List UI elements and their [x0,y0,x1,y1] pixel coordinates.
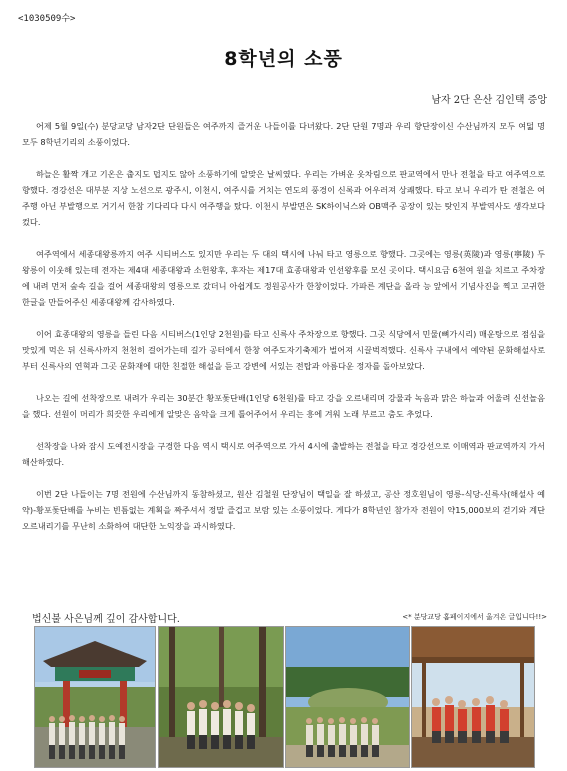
paragraph: 이어 효종대왕의 영릉을 들린 다음 시티버스(1인당 2천원)를 타고 신륵사 주차장으로 향했다. 그곳 식당에서 민물(뼈가시리) 매운탕으로 점심을 맛있게 먹은 뒤 신륵사까지 천천히 걸어가는데 길가 공터에서 한창 여주도자기축제가 벌어져 시끌벅적했다. 신륵사 구내에서 예약된 문화해설사로부터 신륵사의 연혁과 그곳 문화재에 대한 친절한 해설을 듣고 강변에 서있는 전탑과 아름다운 정자를 돌아보았다. [22,329,545,371]
photo-forest-group [158,626,284,768]
paragraph: 하늘은 활짝 개고 기온은 춥지도 덥지도 않아 소풍하기에 알맞은 날씨였다. 우리는 가벼운 옷차림으로 판교역에서 만나 전철을 타고 여주역으로 향했다. 경강선은 대부분 지상 노선으로 광주시, 이천시, 여주시를 거치는 연도의 풍경이 신록과 어우러져 상쾌했다. 타고 보니 우리가 탄 전철은 여주행 아닌 부발행으로 거기서 한참 기다리다 다시 여주행을 탔다. 이천시 부발면은 SK하이닉스와 OB맥주 공장이 있는 탓인지 부발역사도 생각보다 컸다. [22,169,545,227]
paragraph: 여주역에서 세종대왕릉까지 여주 시티버스도 있지만 우리는 두 대의 택시에 나눠 타고 영릉으로 향했다. 그곳에는 영릉(英陵)과 영릉(寧陵) 두 왕릉이 이웃해 있는데 전자는 제4대 세종대왕과 소헌왕후, 후자는 제17대 효종대왕과 인선왕후를 모신 곳이다. 택시요금 6천여 원을 치르고 주차장에 내려 먼저 숲속 길을 걸어 세종대왕의 영릉으로 갔더니 아쉽게도 정원공사가 한창이었다. 가파른 계단을 올라 능 앞에서 기념사진을 찍고 고귀한 한글을 만들어주신 세종대왕께 감사하였다. [22,249,545,307]
thanks-note: 법신불 사은님께 깊이 감사합니다. [32,614,180,625]
author-byline: 남자 2단 은산 김인택 증앙 [431,95,547,106]
photo-boat [411,626,535,768]
photo-royal-tomb [285,626,410,768]
photo-temple-gate [34,626,156,768]
paragraph: 이번 2단 나들이는 7명 전원에 수산님까지 동참하셨고, 원산 김철원 단장님이 택일을 잘 하셨고, 공산 정호원님이 영릉-식당-신륵사(해설사 예약)-황포돛단배를 누비는 빈틈없는 계획을 짜주셔서 정말 즐겁고 보람 있는 소풍이었다. 게다가 8학년인 참가자 전원이 약15,000보의 걷기와 계단 오르내리기를 무난히 소화하여 대단한 노익장을 과시하였다. [22,489,545,531]
page-title: 8학년의 소풍 [224,48,343,70]
paragraph: 나오는 길에 선착장으로 내려가 우리는 30분간 황포돛단배(1인당 6천원)를 타고 강을 오르내리며 강물과 녹음과 맑은 하늘과 어울려 신선놀음을 했다. 선원이 머리가 희끗한 우리에게 알맞은 음악을 크게 틀어주어서 우리는 흥에 겨워 노래 부르고 춤도 추었다. [22,393,545,419]
document-id: <1030509수> [18,14,76,24]
article-body [22,118,545,550]
paragraph: 어제 5월 9일(수) 분당교당 남자2단 단원들은 여주까지 즐거운 나들이를 다녀왔다. 2단 단원 7명과 우리 향단장이신 수산님까지 모두 여덟 명 모두 8학년기리의 소풍이었다. [22,121,545,147]
paragraph: 선착장을 나와 잠시 도예전시장을 구경한 다음 역시 택시로 여주역으로 가서 4시에 출발하는 전철을 타고 경강선으로 이매역과 판교역까지 가서 해산하였다. [22,441,545,467]
source-note: <* 분당교당 홈페이지에서 옮겨온 글입니다!!> [402,613,547,621]
